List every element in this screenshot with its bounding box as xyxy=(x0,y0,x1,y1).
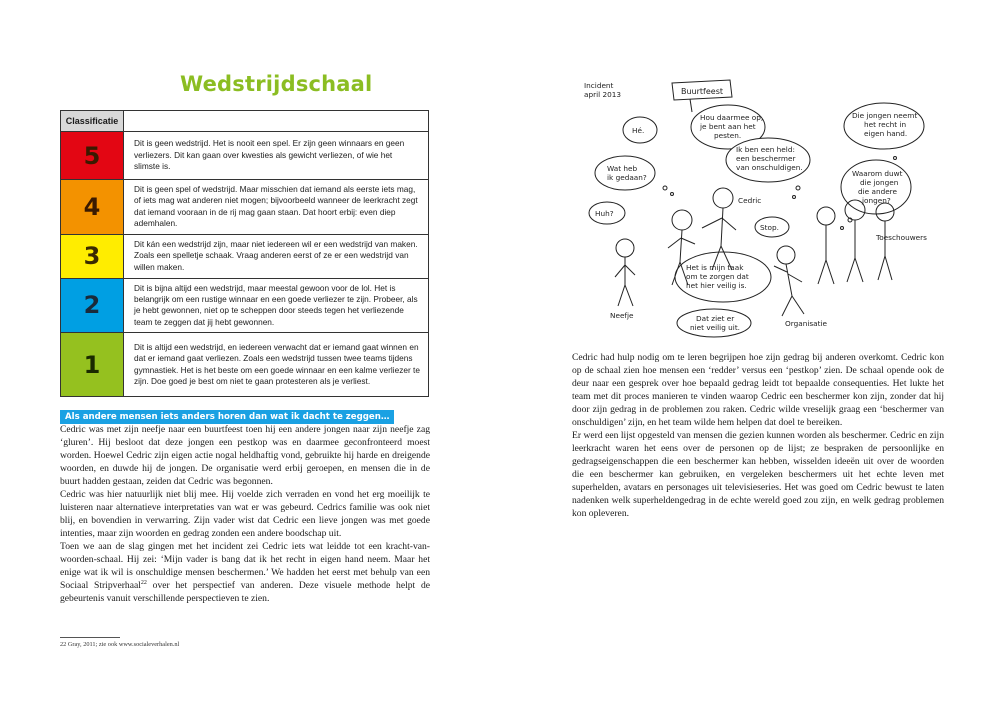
incident-label: Incident xyxy=(584,81,614,90)
level-1-cell: 1 xyxy=(61,333,124,397)
scale-row-1 xyxy=(61,333,429,397)
page-title: Wedstrijdschaal xyxy=(180,72,373,96)
bubble-huh-text: Huh? xyxy=(595,209,614,218)
comic-strip-illustration xyxy=(580,70,950,340)
scale-row-5 xyxy=(61,132,429,180)
scale-row-3 xyxy=(61,234,429,278)
cedric-label: Cedric xyxy=(738,196,762,205)
bubble-recht-text: Die jongen neemt xyxy=(852,111,918,120)
bubble-wat-text: ik gedaan? xyxy=(607,173,647,182)
bubble-recht-text: het recht in xyxy=(864,120,907,129)
footnote: 22 Gray, 2011; zie ook www.socialeverhalen.nl xyxy=(60,641,180,648)
left-column-text xyxy=(60,423,430,605)
left-paragraph: Cedric was hier natuurlijk niet blij mee. Hij voelde zich verraden en vond het erg moeilijk te luisteren naar alternatieve interpretaties van wat er was gebeurd. Cedrics familie was ook niet blij, en bovendien in verwarring. Zijn vader wist dat Cedric een lieve jongen was met goede intenties, maar zijn woorden en gedrag zonden een andere boodschap uit. xyxy=(60,489,430,539)
party-sign-text: Buurtfeest xyxy=(681,87,724,96)
level-5-cell: 5 xyxy=(61,132,124,180)
bubble-veilig-text: niet veilig uit. xyxy=(690,323,740,332)
right-paragraph: Cedric had hulp nodig om te leren begrijpen hoe zijn gedrag bij anderen overkomt. Cedric kon op de schaal zien hoe mensen een ‘redder’ versus een ‘pestkop’ zien. De schaal opende ook de deur naar een gesprek over hoe bepaald gedrag leidt tot bepaalde consequenties. Het lukte het team met dit proces manieren te vinden waarop Cedric een beschermer kon zijn, zonder dat hij door zijn gedrag in de problemen zou raken. Cedric wilde vreselijk graag een ‘beschermer van onschuldigen’ zijn, en het team wilde hem helpen dat doel te bereiken. xyxy=(572,352,944,428)
bubble-held-text: van onschuldigen. xyxy=(736,163,803,172)
bubble-recht-text: eigen hand. xyxy=(864,129,908,138)
level-2-description: Dit is bijna altijd een wedstrijd, maar meestal gewoon voor de lol. Het is belangrijk om een rustige winnaar en een goede verliezer te zijn. Probeer, als je hebt gewonnen, niet op te scheppen door steeds tegen het verliezende team te zeggen dat jij hebt gewonnen. xyxy=(124,278,429,333)
bubble-hou-text: je bent aan het xyxy=(700,122,756,131)
organiser-label: Organisatie xyxy=(785,319,828,328)
level-4-description: Dit is geen spel of wedstrijd. Maar misschien dat iemand als eerste iets mag, of iets mag wat anderen niet mogen; bijvoorbeeld wanneer de leerkracht zegt dat iemand vooraan in de rij mag gaan staan. Dat hoort erbij: even diep ademhalen. xyxy=(124,180,429,235)
bubble-veilig-text: Dat ziet er xyxy=(696,314,735,323)
bubble-waarom-text: die andere xyxy=(858,187,898,196)
bubble-hou-text: Hou daarmee op, xyxy=(700,113,764,122)
bubble-waarom-text: Waarom duwt xyxy=(852,169,903,178)
bubble-waarom-text: jongen? xyxy=(862,196,891,205)
left-last-text: Toen we aan de slag gingen met het incident zei Cedric iets wat leidde tot een kracht-van-woorden-schaal. Hij zei: ‘Mijn vader is bang dat ik het recht in eigen hand neem. Maar het enige wat ik wil is onschuldige mensen beschermen.’ We hadden het eerst met behulp van een Sociaal Stripverhaal xyxy=(60,541,430,591)
bubble-taak-text: om te zorgen dat xyxy=(686,272,749,281)
bubble-waarom-text: die jongen xyxy=(860,178,899,187)
right-column-text xyxy=(572,351,944,520)
left-last-text-end: over het perspectief van anderen. Deze visuele methode helpt de gebeurtenis vanuit verschillende perspectieven te zien. xyxy=(60,580,431,604)
bubble-stop-text: Stop. xyxy=(760,223,779,232)
footnote-divider xyxy=(60,637,120,638)
bubble-held-text: een beschermer xyxy=(736,154,796,163)
level-1-description: Dit is altijd een wedstrijd, en iedereen verwacht dat er iemand gaat winnen en dat er iemand gaat verliezen. Zoals een wedstrijd tussen twee teams tijdens gymnastiek. Het is het beste om een goede winnaar en een kalme verliezer te zijn. Doe goed je best om niet te gaan protesteren als je verliest. xyxy=(124,333,429,397)
right-paragraph: Er werd een lijst opgesteld van mensen die gezien kunnen worden als beschermer. Cedric en zijn leerkracht waren het eens over de personen op de lijst; ze bespraken de persoonlijke en gedragseigenschappen die een beschermer kan hebben, wisselden ideeën uit over de woorden die een beschermer kan gebruiken, en vergeleken beschermers uit het echte leven met superhelden, avatars en personages uit televisieseries. Het was goed om Cedric bewust te laten nadenken welk superheldengedrag in de echte wereld goed zou zijn, en welk gedrag problemen kon opleveren. xyxy=(572,430,944,519)
scale-row-2 xyxy=(61,278,429,333)
table-header-row xyxy=(61,111,429,132)
organiser-figure xyxy=(774,246,804,316)
footnote-reference: 22 xyxy=(140,579,147,586)
bubble-hou-text: pesten. xyxy=(714,131,742,140)
description-header xyxy=(124,111,429,132)
left-paragraph-last xyxy=(60,540,430,605)
spectators-label: Toeschouwers xyxy=(876,233,927,242)
bubble-he-text: Hé. xyxy=(632,126,645,135)
classification-header: Classificatie xyxy=(61,111,124,132)
level-4-cell: 4 xyxy=(61,180,124,235)
neefje-label: Neefje xyxy=(610,311,634,320)
level-3-description: Dit kán een wedstrijd zijn, maar niet iedereen wil er een wedstrijd van maken. Zoals een spelletje schaak. Vraag anderen eerst of ze er een wedstrijd van willen maken. xyxy=(124,234,429,278)
section-heading-banner: Als andere mensen iets anders horen dan wat ik dacht te zeggen… xyxy=(60,410,394,424)
level-5-description: Dit is geen wedstrijd. Het is nooit een spel. Er zijn geen winnaars en geen verliezers. Dit kan gaan over kwesties als gewicht verliezen, of wie het slimste is. xyxy=(124,132,429,180)
left-paragraph: Cedric was met zijn neefje naar een buurtfeest toen hij een andere jongen naar zijn neefje zag ‘gluren’. Hij besloot dat deze jongen een pestkop was en daarmee geconfronteerd moest worden. Hoewel Cedric zijn eigen actie nogal heldhaftig vond, gebruikte hij harde en dreigende woorden, en duwde hij de jongen. De organisatie werd erbij geroepen, en mensen die in de buurt hadden gestaan, zeiden dat Cedric was begonnen. xyxy=(60,424,430,487)
competition-scale-table xyxy=(60,110,429,397)
level-2-cell: 2 xyxy=(61,278,124,333)
level-3-cell: 3 xyxy=(61,234,124,278)
scale-row-4 xyxy=(61,180,429,235)
neefje-figure xyxy=(615,239,635,306)
bubble-taak-text: het hier veilig is. xyxy=(686,281,747,290)
bubble-wat-text: Wat heb xyxy=(607,164,638,173)
bubble-taak-text: Het is mijn taak xyxy=(686,263,744,272)
bubble-held-text: Ik ben een held: xyxy=(736,145,795,154)
incident-date: april 2013 xyxy=(584,90,622,99)
